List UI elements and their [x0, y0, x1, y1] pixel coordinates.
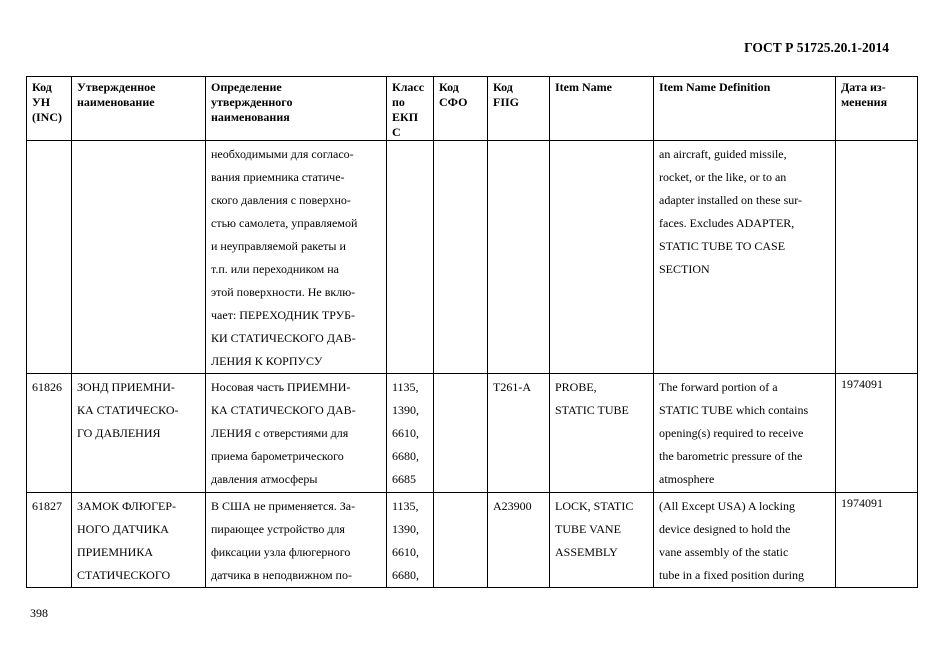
catalog-table: [26, 76, 918, 588]
cell-item-definition: [654, 374, 836, 493]
cell-class: [387, 141, 434, 374]
cell-class: [387, 374, 434, 493]
cell-code: 61826: [27, 374, 72, 493]
cell-line: Носовая часть ПРИЕМНИ-: [211, 380, 351, 394]
cell-line: чает: ПЕРЕХОДНИК ТРУБ-: [211, 308, 355, 322]
cell-line: The forward portion of a: [659, 380, 778, 394]
cell-definition: [206, 493, 387, 588]
header-line: С: [392, 125, 401, 139]
cell-line: (All Except USA) A locking: [659, 499, 795, 513]
cell-item-definition: [654, 493, 836, 588]
cell-line: atmosphere: [659, 472, 715, 486]
cell-line: этой поверхности. Не вклю-: [211, 285, 356, 299]
cell-line: LOCK, STATIC: [555, 499, 634, 513]
header-line: FIIG: [493, 95, 520, 109]
cell-line: приема барометрического: [211, 449, 344, 463]
cell-definition: [206, 374, 387, 493]
header-line: Дата из-: [841, 80, 886, 94]
col-item-name-header: [550, 77, 654, 141]
col-fiig-header: [488, 77, 550, 141]
col-change-date-header: [836, 77, 918, 141]
cell-line: PROBE,: [555, 380, 597, 394]
cell-line: давления атмосферы: [211, 472, 318, 486]
header-line: УН: [32, 95, 51, 109]
header-line: Определение: [211, 80, 282, 94]
header-line: ЕКП: [392, 110, 419, 124]
table-row: [27, 141, 918, 374]
table-header-row: [27, 77, 918, 141]
cell-line: датчика в неподвижном по-: [211, 568, 352, 582]
cell-date: [836, 141, 918, 374]
cell-line: tube in a fixed position during: [659, 568, 804, 582]
cell-name: [72, 141, 206, 374]
cell-line: device designed to hold the: [659, 522, 791, 536]
cell-line: КИ СТАТИЧЕСКОГО ДАВ-: [211, 331, 356, 345]
cell-line: TUBE VANE: [555, 522, 621, 536]
cell-line: пирающее устройство для: [211, 522, 345, 536]
header-line: Код: [439, 80, 459, 94]
cell-line: ГО ДАВЛЕНИЯ: [77, 426, 161, 440]
cell-line: ского давления с поверхно-: [211, 193, 351, 207]
cell-name: [72, 493, 206, 588]
table-row: [27, 493, 918, 588]
cell-line: SECTION: [659, 262, 710, 276]
cell-line: стью самолета, управляемой: [211, 216, 358, 230]
cell-item-name: [550, 493, 654, 588]
cell-class: [387, 493, 434, 588]
cell-line: adapter installed on these sur-: [659, 193, 803, 207]
cell-date: 1974091: [836, 493, 918, 588]
col-sfo-header: [434, 77, 488, 141]
cell-sfo: [434, 493, 488, 588]
cell-line: ЛЕНИЯ с отверстиями для: [211, 426, 349, 440]
cell-item-definition: [654, 141, 836, 374]
cell-code: 61827: [27, 493, 72, 588]
cell-fiig: A23900: [488, 493, 550, 588]
header-line: Item Name Definition: [659, 80, 771, 94]
table-row: [27, 374, 918, 493]
cell-line: opening(s) required to receive: [659, 426, 804, 440]
header-line: по: [392, 95, 405, 109]
cell-sfo: [434, 141, 488, 374]
cell-name: [72, 374, 206, 493]
header-line: Item Name: [555, 80, 612, 94]
cell-item-name: [550, 374, 654, 493]
cell-line: ЗОНД ПРИЕМНИ-: [77, 380, 175, 394]
cell-line: STATIC TUBE which contains: [659, 403, 809, 417]
cell-line: т.п. или переходником на: [211, 262, 339, 276]
cell-line: КА СТАТИЧЕСКОГО ДАВ-: [211, 403, 356, 417]
cell-line: 6680,: [392, 568, 419, 582]
cell-line: 6610,: [392, 545, 419, 559]
cell-line: vane assembly of the static: [659, 545, 789, 559]
cell-line: 1390,: [392, 522, 419, 536]
header-line: наименования: [211, 110, 290, 124]
cell-line: СТАТИЧЕСКОГО: [77, 568, 171, 582]
header-line: СФО: [439, 95, 468, 109]
header-line: Класс: [392, 80, 425, 94]
document-standard-header: ГОСТ Р 51725.20.1-2014: [744, 40, 889, 55]
cell-line: необходимыми для согласо-: [211, 147, 354, 161]
cell-line: the barometric pressure of the: [659, 449, 803, 463]
cell-line: 1135,: [392, 380, 419, 394]
cell-line: 6610,: [392, 426, 419, 440]
cell-sfo: [434, 374, 488, 493]
cell-line: ЗАМОК ФЛЮГЕР-: [77, 499, 177, 513]
header-line: Код: [32, 80, 52, 94]
header-line: менения: [841, 95, 888, 109]
header-line: Утвержденное: [77, 80, 156, 94]
cell-line: НОГО ДАТЧИКА: [77, 522, 169, 536]
cell-line: STATIC TUBE: [555, 403, 629, 417]
cell-line: фиксации узла флюгерного: [211, 545, 351, 559]
cell-line: 6685: [392, 472, 416, 486]
col-approved-name-header: [72, 77, 206, 141]
cell-fiig: T261-A: [488, 374, 550, 493]
cell-definition: [206, 141, 387, 374]
cell-line: 6680,: [392, 449, 419, 463]
header-line: Код: [493, 80, 513, 94]
cell-line: вания приемника статиче-: [211, 170, 345, 184]
cell-date: 1974091: [836, 374, 918, 493]
cell-line: rocket, or the like, or to an: [659, 170, 787, 184]
col-class-header: [387, 77, 434, 141]
cell-line: ПРИЕМНИКА: [77, 545, 154, 559]
page-number: 398: [30, 606, 48, 620]
cell-item-name: [550, 141, 654, 374]
header-line: наименование: [77, 95, 155, 109]
col-code-inc-header: [27, 77, 72, 141]
cell-line: 1390,: [392, 403, 419, 417]
cell-fiig: [488, 141, 550, 374]
cell-line: an aircraft, guided missile,: [659, 147, 787, 161]
cell-line: и неуправляемой ракеты и: [211, 239, 346, 253]
header-line: (INC): [32, 110, 62, 124]
cell-line: ЛЕНИЯ К КОРПУСУ: [211, 354, 323, 368]
cell-line: faces. Excludes ADAPTER,: [659, 216, 795, 230]
col-item-name-definition-header: [654, 77, 836, 141]
cell-line: В США не применяется. За-: [211, 499, 356, 513]
cell-code: [27, 141, 72, 374]
cell-line: 1135,: [392, 499, 419, 513]
col-definition-header: [206, 77, 387, 141]
cell-line: ASSEMBLY: [555, 545, 618, 559]
cell-line: STATIC TUBE TO CASE: [659, 239, 786, 253]
header-line: утвержденного: [211, 95, 293, 109]
cell-line: КА СТАТИЧЕСКО-: [77, 403, 179, 417]
